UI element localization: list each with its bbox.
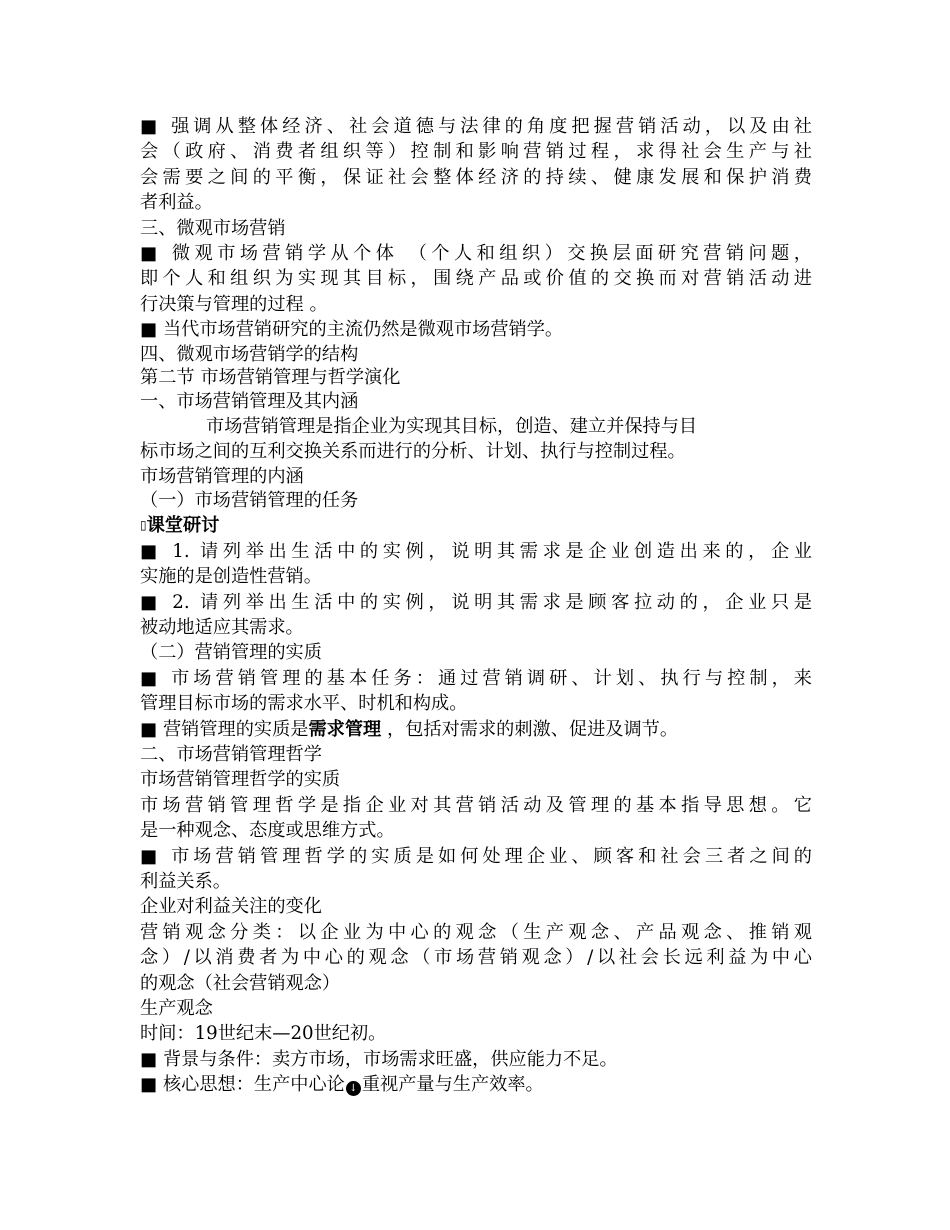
text-line: 即个人和组织为实现其目标，围绕产品或价值的交换而对营销活动进: [140, 268, 812, 290]
text-line: ■ 市场营销管理的基本任务：通过营销调研、计划、执行与控制，来: [140, 667, 812, 689]
text-line: 者利益。: [140, 192, 213, 214]
subheading: 企业对利益关注的变化: [140, 896, 322, 918]
classroom-discussion-heading: [140, 513, 812, 538]
section-heading: 一、市场营销管理及其内涵: [140, 390, 359, 412]
text-line: ■ 当代市场营销研究的主流仍然是微观市场营销学。: [140, 319, 564, 341]
text-line: 会需要之间的平衡，保证社会整体经济的持续、健康发展和保护消费: [140, 166, 812, 188]
section-heading: 三、微观市场营销: [140, 217, 286, 239]
heading-text: 课堂研讨: [146, 515, 220, 537]
subheading: （二）营销管理的实质: [140, 642, 322, 664]
text-line: ■ 背景与条件：卖方市场，市场需求旺盛，供应能力不足。: [140, 1048, 618, 1070]
subheading: 市场营销管理的内涵: [140, 465, 304, 487]
text-line: [140, 717, 812, 742]
text-line: 会（政府、消费者组织等）控制和影响营销过程，求得社会生产与社: [140, 141, 812, 163]
text-line: [140, 1072, 812, 1097]
arrow-down-icon: ↓: [346, 1081, 361, 1096]
text-line: ■ 强调从整体经济、社会道德与法律的角度把握营销活动，以及由社: [140, 116, 812, 137]
text-line: 管理目标市场的需求水平、时机和构成。: [140, 693, 468, 715]
text-line: 时间：19世纪末—20世纪初。: [140, 1023, 387, 1045]
text-line: ■ 1. 请列举出生活中的实例，说明其需求是企业创造出来的，企业: [140, 540, 812, 562]
emphasis-text: 需求管理: [308, 718, 382, 740]
text-line: ■ 2. 请列举出生活中的实例，说明其需求是顾客拉动的，企业只是: [140, 591, 812, 613]
chapter-heading: 第二节 市场营销管理与哲学演化: [140, 366, 401, 388]
subheading: （一）市场营销管理的任务: [140, 489, 359, 511]
text-span: ■ 营销管理的实质是: [140, 718, 309, 740]
text-line: 被动地适应其需求。: [140, 616, 304, 638]
text-line: ■ 市场营销管理哲学的实质是如何处理企业、顾客和社会三者之间的: [140, 845, 812, 867]
text-line: 念）/以消费者为中心的观念（市场营销观念）/以社会长远利益为中心: [140, 947, 812, 969]
section-heading: 二、市场营销管理哲学: [140, 743, 322, 765]
text-line: 市场营销管理哲学是指企业对其营销活动及管理的基本指导思想。它: [140, 794, 812, 816]
section-heading: 四、微观市场营销学的结构: [140, 343, 359, 365]
text-span: 重视产量与生产效率。: [361, 1074, 544, 1096]
text-line: ■ 微观市场营销学从个体 （个人和组织）交换层面研究营销问题，: [140, 243, 812, 265]
subheading: 生产观念: [140, 998, 213, 1019]
subheading: 市场营销管理哲学的实质: [140, 769, 341, 791]
text-line: 行决策与管理的过程 。: [140, 293, 328, 315]
text-line: 实施的是创造性营销。: [140, 566, 322, 588]
text-line: 的观念（社会营销观念）: [140, 972, 341, 994]
text-line: 营销观念分类：以企业为中心的观念（生产观念、产品观念、推销观: [140, 921, 812, 943]
text-line: 是一种观念、态度或思维方式。: [140, 820, 395, 842]
text-line: 标市场之间的互利交换关系而进行的分析、计划、执行与控制过程。: [140, 441, 686, 463]
text-line: 市场营销管理是指企业为实现其目标，创造、建立并保持与目: [206, 416, 698, 438]
text-line: 利益关系。: [140, 870, 231, 892]
text-span: ■ 核心思想：生产中心论: [140, 1074, 345, 1096]
box-icon: ▯: [140, 518, 147, 533]
text-span: ，包括对需求的刺激、促进及调节。: [381, 718, 679, 740]
document-page: [140, 114, 812, 1098]
